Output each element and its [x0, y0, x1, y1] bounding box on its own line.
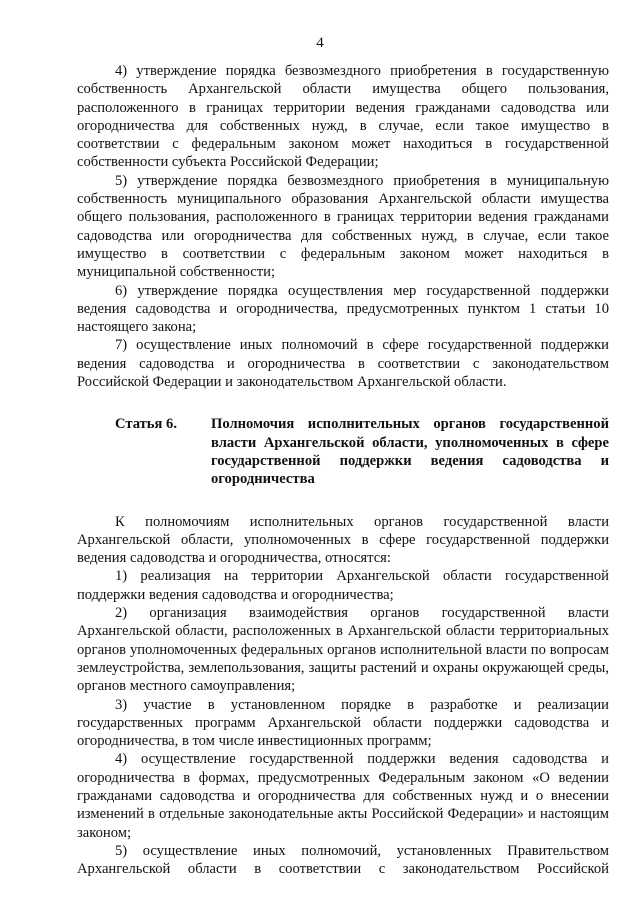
- paragraph-power-4: 4) осуществление государственной поддержки ведения садоводства и огородничества в формах, предусмотренных Федеральным законом «О ведении гражданами садоводства и огородничества для собственных нужд и о внесении изменений в отдельные законодательные акты Российской Федерации» и настоящим законом;: [77, 751, 609, 841]
- paragraph-power-5: 5) осуществление иных полномочий, установленных Правительством Архангельской области в соответствии с законодательством Российской: [77, 842, 609, 878]
- article-label: Статья 6.: [115, 416, 177, 433]
- article-heading: [77, 415, 609, 488]
- paragraph-item-4: 4) утверждение порядка безвозмездного приобретения в государственную собственность Архангельской области имущества общего пользования, расположенного в границах территории ведения гражданами садоводства или огородничества для собственных нужд, в случае, если такое имущество в соответствии с федеральным законом может находиться в государственной собственности субъекта Российской Федерации;: [77, 63, 609, 171]
- paragraph-power-2: 2) организация взаимодействия органов государственной власти Архангельской области, расположенных в Архангельской области территориальных органов уполномоченных федеральных органов исполнительной власти по вопросам землеустройства, землепользования, защиты растений и охраны окружающей среды, органов местного самоуправления;: [77, 605, 609, 695]
- paragraph-item-6: 6) утверждение порядка осуществления мер государственной поддержки ведения садоводства и огородничества, предусмотренных пунктом 1 статьи 10 настоящего закона;: [77, 282, 609, 336]
- document-body: [77, 62, 609, 878]
- article-title: Полномочия исполнительных органов государственной власти Архангельской области, уполномоченных в сфере государственной поддержки ведения садоводства и огородничества: [211, 416, 609, 488]
- paragraph-power-1: 1) реализация на территории Архангельской области государственной поддержки ведения садоводства и огородничества;: [77, 568, 609, 603]
- paragraph-item-5: 5) утверждение порядка безвозмездного приобретения в муниципальную собственность муниципального образования Архангельской области имущества общего пользования, расположенного в границах территории ведения гражданами садоводства или огородничества для собственных нужд, в случае, если такое имущество в соответствии с федеральным законом может находиться в муниципальной собственности;: [77, 172, 609, 281]
- paragraph-intro: К полномочиям исполнительных органов государственной власти Архангельской области, уполномоченных в сфере государственной поддержки ведения садоводства и огородничества, относятся:: [77, 513, 609, 567]
- paragraph-item-7: 7) осуществление иных полномочий в сфере государственной поддержки ведения садоводства и огородничества в соответствии с законодательством Российской Федерации и законодательством Архангельской области.: [77, 337, 609, 391]
- paragraph-power-3: 3) участие в установленном порядке в разработке и реализации государственных программ Архангельской области поддержки садоводства и огородничества, в том числе инвестиционных программ;: [77, 696, 609, 750]
- page-number: 4: [316, 35, 324, 51]
